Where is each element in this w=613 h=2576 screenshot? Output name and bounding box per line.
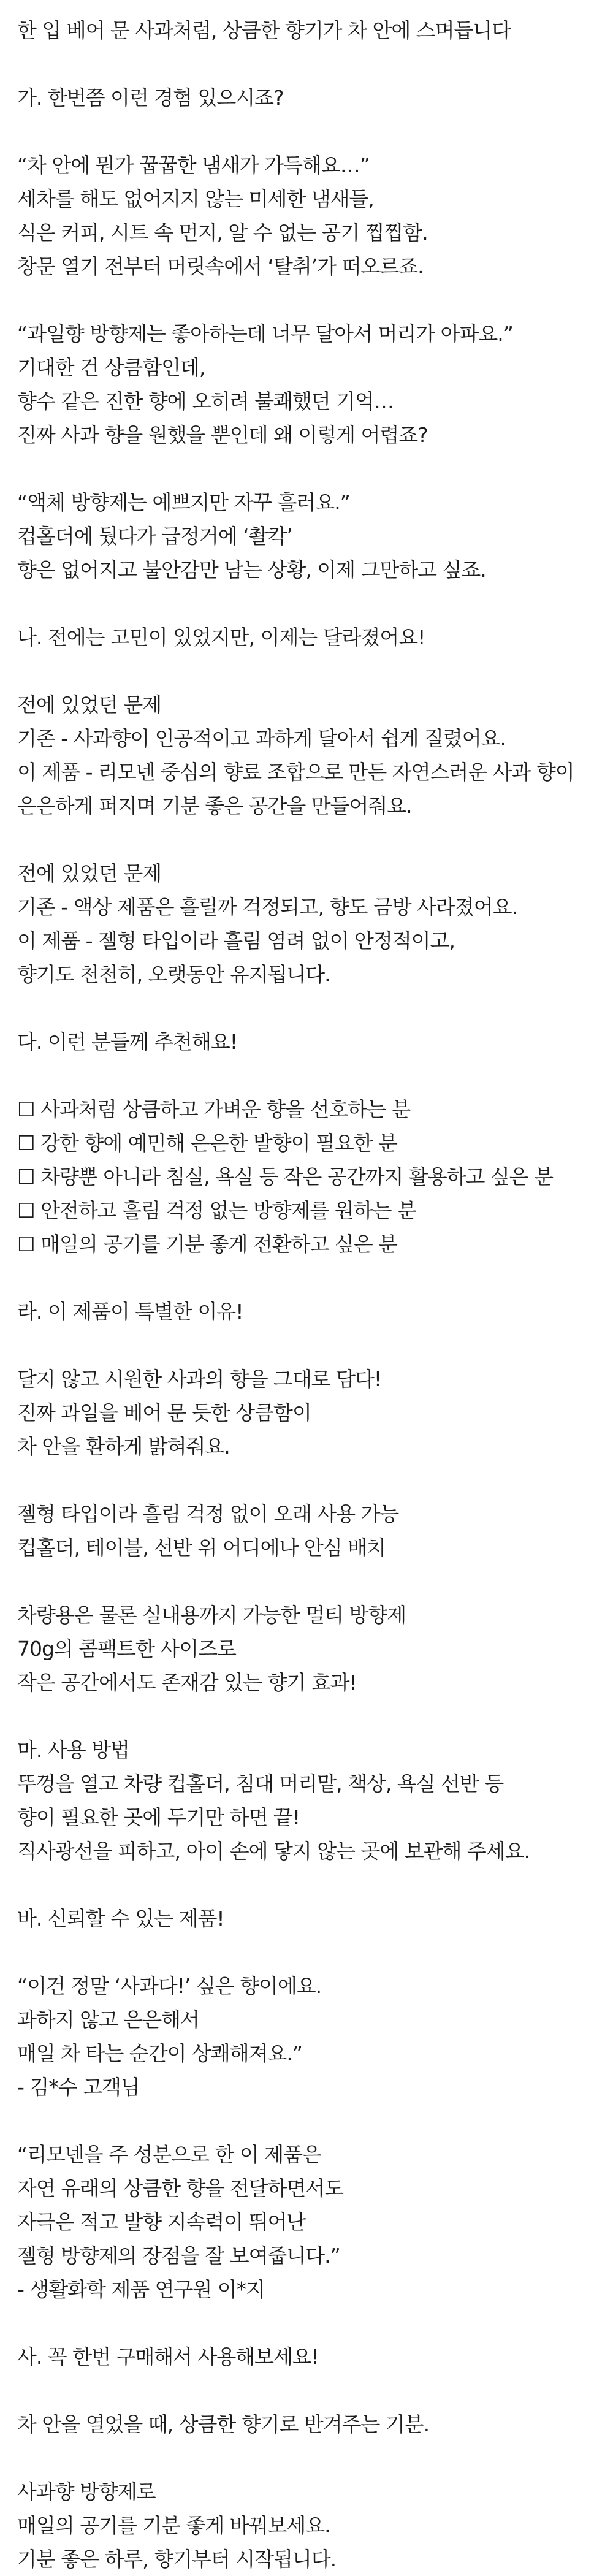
text-line: 직사광선을 피하고, 아이 손에 닿지 않는 곳에 보관해 주세요. — [17, 1839, 530, 1863]
text-line: 가. 한번쯤 이런 경험 있으시죠? — [17, 86, 284, 110]
blank-line — [17, 1059, 600, 1092]
blank-line — [17, 1699, 600, 1733]
text-line: 차 안을 환하게 밝혀줘요. — [17, 1435, 230, 1458]
text-line: 과하지 않고 은은해서 — [17, 2008, 199, 2032]
text-line: 향은 없어지고 불안감만 남는 상황, 이제 그만하고 싶죠. — [17, 558, 486, 582]
text-line: 사. 꼭 한번 구매해서 사용해보세요! — [17, 2345, 319, 2369]
text-line: “액체 방향제는 예쁘지만 자꾸 흘러요.” — [17, 490, 350, 514]
text-line: 창문 열기 전부터 머릿속에서 ‘탈취’가 떠오르죠. — [17, 254, 424, 278]
text-line: 나. 전에는 고민이 있었지만, 이제는 달라졌어요! — [17, 625, 425, 649]
text-line: - 생활화학 제품 연구원 이*지 — [17, 2277, 265, 2301]
text-line: 라. 이 제품이 특별한 이유! — [17, 1300, 243, 1324]
text-line: 기존 - 액상 제품은 흘릴까 걱정되고, 향도 금방 사라졌어요. — [17, 895, 517, 919]
text-line: ☐ 사과처럼 상큼하고 가벼운 향을 선호하는 분 — [17, 1097, 411, 1121]
text-line: 작은 공간에서도 존재감 있는 향기 효과! — [17, 1671, 357, 1694]
blank-line — [17, 1463, 600, 1497]
text-line: 자극은 적고 발향 지속력이 뛰어난 — [17, 2210, 306, 2234]
text-line: 기대한 건 상큼함인데, — [17, 356, 205, 379]
text-line: 향이 필요한 곳에 두기만 하면 끝! — [17, 1805, 300, 1829]
blank-line — [17, 2441, 600, 2475]
blank-line — [17, 823, 600, 856]
text-line: 전에 있었던 문제 — [17, 861, 162, 885]
text-line: 차 안을 열었을 때, 상큼한 향기로 반겨주는 기분. — [17, 2412, 430, 2436]
text-line: 차량용은 물론 실내용까지 가능한 멀티 방향제 — [17, 1603, 406, 1627]
text-line: 향기도 천천히, 오랫동안 유지됩니다. — [17, 962, 330, 986]
text-line: “이건 정말 ‘사과다!’ 싶은 향이에요. — [17, 1974, 322, 1998]
blank-line — [17, 2306, 600, 2340]
blank-line — [17, 587, 600, 620]
blank-line — [17, 115, 600, 148]
text-line: 진짜 사과 향을 원했을 뿐인데 왜 이렇게 어렵죠? — [17, 423, 428, 447]
text-line: 이 제품 - 리모넨 중심의 향료 조합으로 만든 자연스러운 사과 향이 — [17, 760, 574, 784]
blank-line — [17, 47, 600, 81]
text-line: 사과향 방향제로 — [17, 2480, 156, 2504]
text-line: “차 안에 뭔가 꿉꿉한 냄새가 가득해요…” — [17, 153, 370, 177]
blank-line — [17, 2374, 600, 2407]
blank-line — [17, 991, 600, 1025]
blank-line — [17, 452, 600, 486]
text-line: 한 입 베어 문 사과처럼, 상큼한 향기가 차 안에 스며듭니다 — [17, 18, 511, 42]
text-line: 매일의 공기를 기분 좋게 바꿔보세요. — [17, 2513, 330, 2537]
text-line: 바. 신뢰할 수 있는 제품! — [17, 1907, 224, 1930]
text-line: 이 제품 - 젤형 타입이라 흘림 염려 없이 안정적이고, — [17, 929, 455, 953]
blank-line — [17, 1935, 600, 1969]
text-line: 은은하게 퍼지며 기분 좋은 공간을 만들어줘요. — [17, 794, 412, 818]
text-line: 달지 않고 시원한 사과의 향을 그대로 담다! — [17, 1367, 382, 1391]
text-line: ☐ 강한 향에 예민해 은은한 발향이 필요한 분 — [17, 1131, 397, 1155]
text-line: 자연 유래의 상큼한 향을 전달하면서도 — [17, 2176, 344, 2200]
text-line: 마. 사용 방법 — [17, 1738, 129, 1762]
text-line: 세차를 해도 없어지지 않는 미세한 냄새들, — [17, 187, 374, 211]
text-line: 전에 있었던 문제 — [17, 693, 162, 717]
document-body — [17, 13, 600, 2576]
text-line: 컵홀더에 뒀다가 급정거에 ‘촬칵’ — [17, 524, 292, 548]
blank-line — [17, 1564, 600, 1598]
blank-line — [17, 654, 600, 688]
text-line: 기존 - 사과향이 인공적이고 과하게 달아서 쉽게 질렸어요. — [17, 726, 506, 750]
text-line: 젤형 방향제의 장점을 잘 보여줍니다.” — [17, 2244, 340, 2268]
blank-line — [17, 1261, 600, 1295]
text-line: - 김*수 고객님 — [17, 2075, 140, 2099]
text-line: ☐ 매일의 공기를 기분 좋게 전환하고 싶은 분 — [17, 1232, 397, 1256]
text-line: ☐ 차량뿐 아니라 침실, 욕실 등 작은 공간까지 활용하고 싶은 분 — [17, 1165, 554, 1189]
blank-line — [17, 2104, 600, 2138]
text-line: “과일향 방향제는 좋아하는데 너무 달아서 머리가 아파요.” — [17, 322, 513, 346]
text-line: 젤형 타입이라 흘림 걱정 없이 오래 사용 가능 — [17, 1502, 399, 1526]
text-line: “리모넨을 주 성분으로 한 이 제품은 — [17, 2143, 321, 2166]
blank-line — [17, 1328, 600, 1362]
blank-line — [17, 283, 600, 317]
blank-line — [17, 1868, 600, 1902]
text-line: 기분 좋은 하루, 향기부터 시작됩니다. — [17, 2547, 337, 2571]
text-line: 향수 같은 진한 향에 오히려 불쾌했던 기억… — [17, 389, 394, 413]
text-line: 매일 차 타는 순간이 상쾌해져요.” — [17, 2041, 302, 2065]
text-line: 다. 이런 분들께 추천해요! — [17, 1030, 237, 1054]
text-line: ☐ 안전하고 흘림 걱정 없는 방향제를 원하는 분 — [17, 1198, 416, 1222]
text-line: 진짜 과일을 베어 문 듯한 상큼함이 — [17, 1401, 311, 1425]
text-line: 70g의 콤팩트한 사이즈로 — [17, 1637, 236, 1661]
text-line: 식은 커피, 시트 속 먼지, 알 수 없는 공기 찝찝함. — [17, 221, 428, 245]
text-line: 뚜껑을 열고 차량 컵홀더, 침대 머리맡, 책상, 욕실 선반 등 — [17, 1772, 504, 1796]
text-line: 컵홀더, 테이블, 선반 위 어디에나 안심 배치 — [17, 1536, 386, 1560]
